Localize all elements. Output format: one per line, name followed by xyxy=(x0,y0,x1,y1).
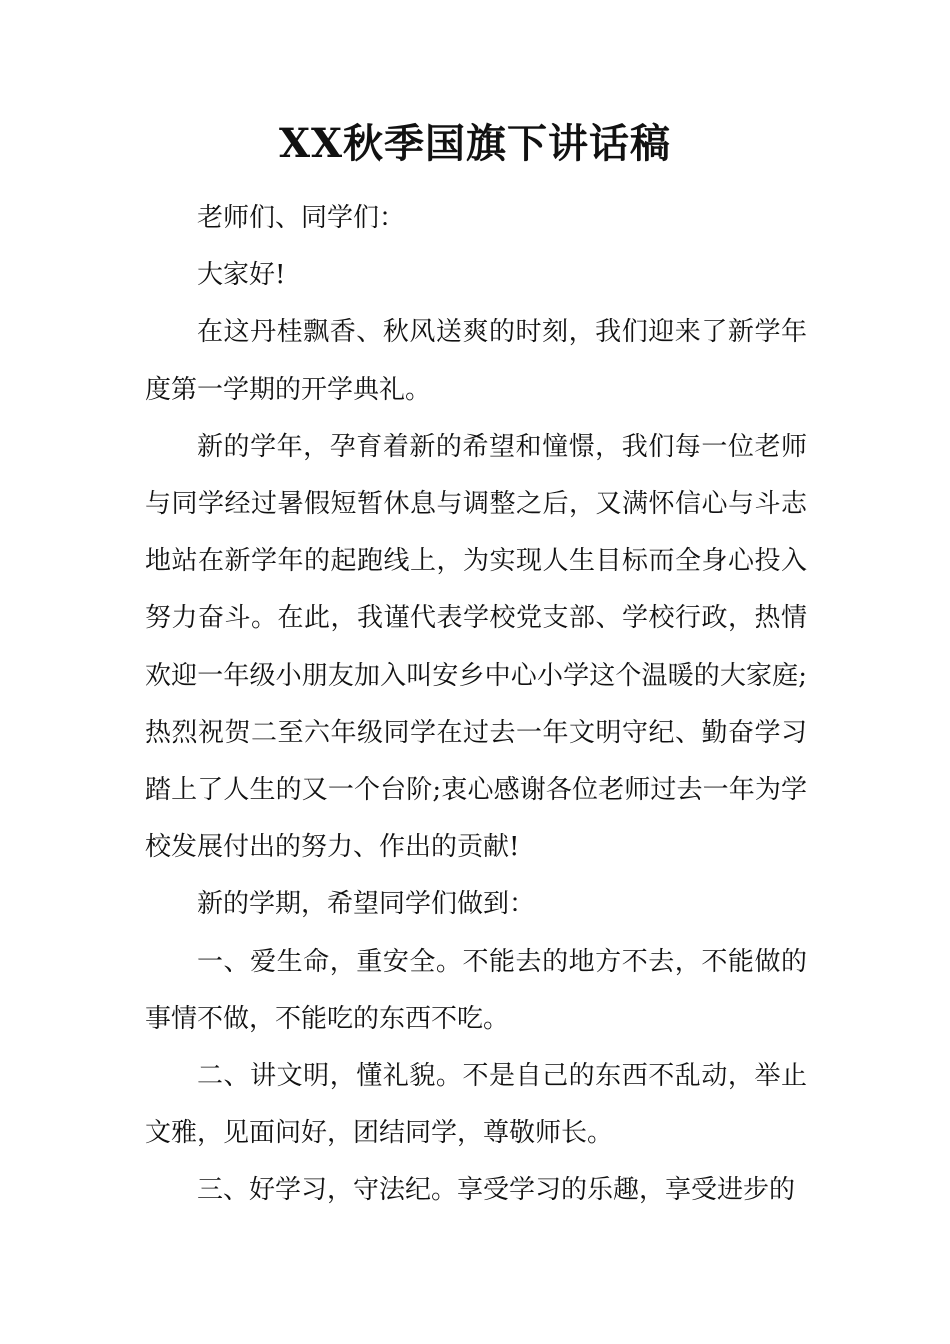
paragraph-intro: 在这丹桂飘香、秋风送爽的时刻，我们迎来了新学年度第一学期的开学典礼。 xyxy=(145,317,807,405)
paragraph-new-year: 新的学年，孕育着新的希望和憧憬，我们每一位老师与同学经过暑假短暂休息与调整之后，又满怀信心与斗志地站在新学年的起跑线上，为实现人生目标而全身心投入努力奋斗。在此，我谨代表学校党支部、学校行政，热情欢迎一年级小朋友加入叫安乡中心小学这个温暖的大家庭;热烈祝贺二至六年级同学在过去一年文明守纪、勤奋学习踏上了人生的又一个台阶;衷心感谢各位老师过去一年为学校发展付出的努力、作出的贡献! xyxy=(145,431,807,863)
paragraph-hopes-lead: 新的学期，希望同学们做到： xyxy=(197,889,536,920)
document-body xyxy=(145,190,807,1220)
paragraph-point-one: 一、爱生命，重安全。不能去的地方不去，不能做的事情不做，不能吃的东西不吃。 xyxy=(145,946,807,1034)
paragraph-greeting: 大家好! xyxy=(197,260,286,291)
paragraph-salutation: 老师们、同学们： xyxy=(197,203,406,233)
paragraph-point-three: 三、好学习，守法纪。享受学习的乐趣，享受进步的 xyxy=(197,1175,796,1206)
paragraph-point-two: 二、讲文明，懂礼貌。不是自己的东西不乱动，举止文雅，见面问好，团结同学，尊敬师长。 xyxy=(145,1061,807,1149)
document-title: XX秋季国旗下讲话稿 xyxy=(278,120,672,167)
